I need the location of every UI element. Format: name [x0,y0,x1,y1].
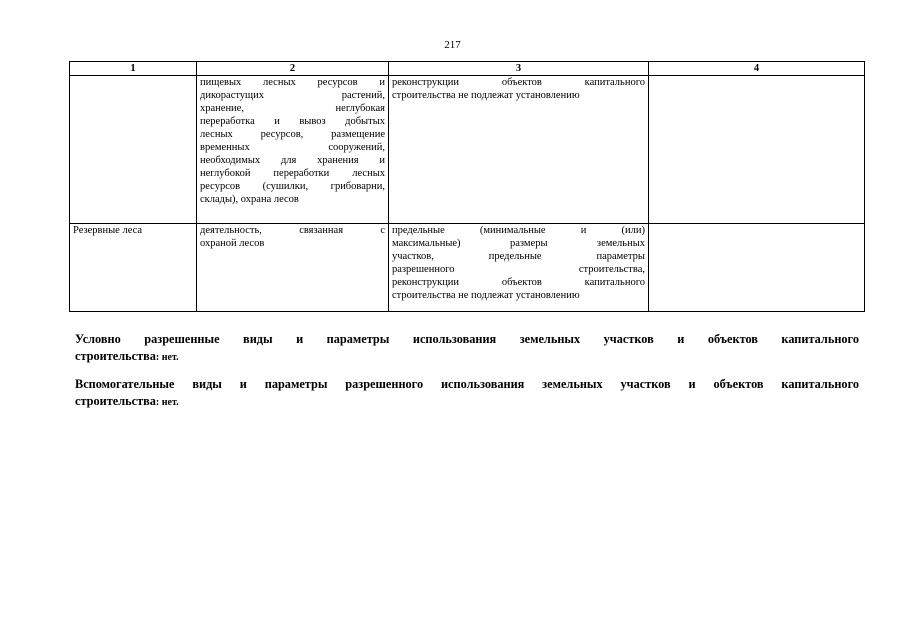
paragraph-line: строительства [75,394,156,408]
cell-line: максимальные) размеры земельных [392,238,645,249]
cell-line: разрешенного строительства, [392,264,645,275]
table-header-row [70,62,865,76]
cell-line: временных сооружений, [200,142,385,153]
cell-line: охраной лесов [200,238,265,249]
cell-line: деятельность, связанная с [200,225,385,236]
forest-type-cell: Резервные леса [70,224,197,312]
cell-line: дикорастущих растений, [200,90,385,101]
page-number: 217 [444,39,461,51]
cell-line: предельные (минимальные и (или) [392,225,645,236]
cell-line: неглубокой переработки лесных [200,168,385,179]
cell-line: необходимых для хранения и [200,155,385,166]
column-header-3: 3 [389,62,649,76]
auxiliary-use-paragraph [75,376,859,411]
conditional-use-paragraph [75,331,859,366]
paragraph-line: строительства [75,349,156,363]
cell-line: пищевых лесных ресурсов и [200,77,385,88]
table-row [70,76,865,224]
cell-line: переработка и вывоз добытых [200,116,385,127]
forest-type-cell [70,76,197,224]
cell-line: ресурсов (сушилки, грибоварни, [200,181,385,192]
paragraph-tail: : нет. [155,397,179,408]
paragraph-line: Условно разрешенные виды и параметры использования земельных участков и объектов капитального [75,332,859,346]
notes-cell [649,76,865,224]
cell-line: лесных ресурсов, размещение [200,129,385,140]
parameters-cell [389,224,649,312]
regulation-table [69,61,865,312]
cell-line: склады), охрана лесов [200,194,299,205]
notes-cell [649,224,865,312]
column-header-1: 1 [70,62,197,76]
cell-line: хранение, неглубокая [200,103,385,114]
cell-line: реконструкции объектов капитального [392,77,645,88]
paragraph-tail: : нет. [155,352,179,363]
column-header-2: 2 [197,62,389,76]
parameters-cell [389,76,649,224]
activity-cell [197,224,389,312]
cell-line: участков, предельные параметры [392,251,645,262]
cell-line: строительства не подлежат установлению [392,290,580,301]
cell-line: строительства не подлежат установлению [392,90,580,101]
column-header-4: 4 [649,62,865,76]
activity-cell [197,76,389,224]
paragraph-line: Вспомогательные виды и параметры разрешенного использования земельных участков и объектов капитального [75,377,859,391]
cell-line: реконструкции объектов капитального [392,277,645,288]
table-row [70,224,865,312]
